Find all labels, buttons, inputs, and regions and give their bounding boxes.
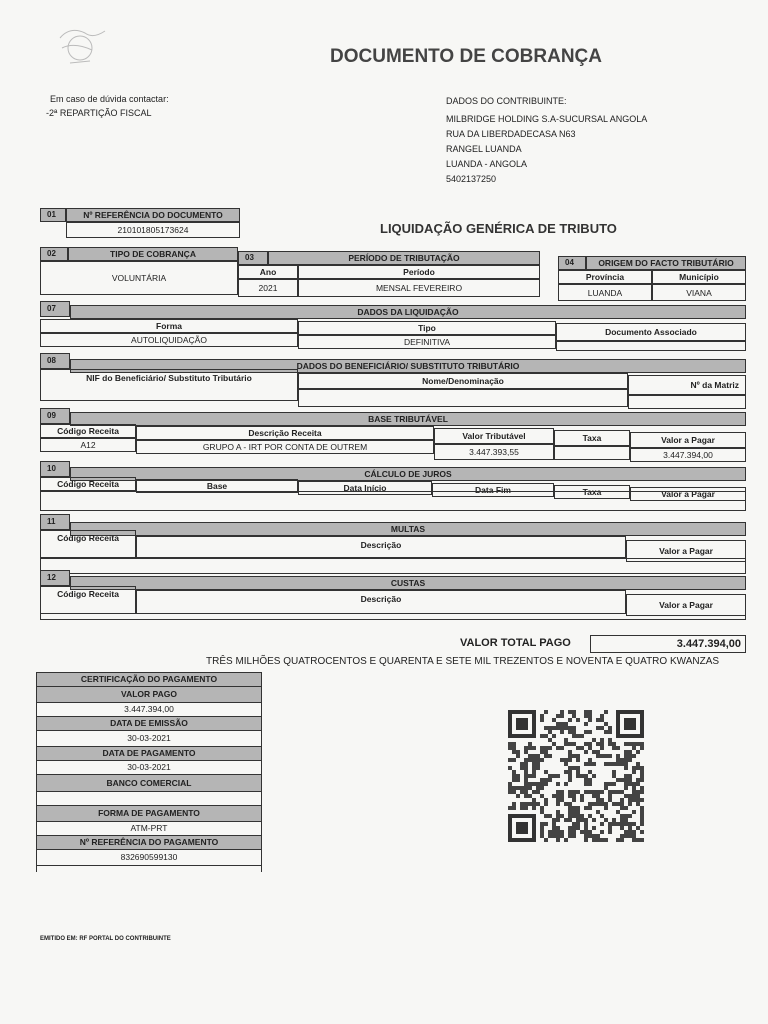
type-label: Tipo (298, 321, 556, 335)
tax-origin-label: ORIGEM DO FACTO TRIBUTÁRIO (586, 256, 746, 270)
col-revenue-code: Código Receita (40, 424, 136, 438)
subtitle: LIQUIDAÇÃO GENÉRICA DE TRIBUTO (380, 221, 617, 236)
total-value: 3.447.394,00 (590, 635, 746, 653)
payment-reference-value: 832690599130 (37, 850, 261, 866)
province-label: Província (558, 270, 652, 284)
matrix-number-label: Nº da Matriz (628, 375, 746, 395)
taxpayer-line: LUANDA - ANGOLA (446, 159, 528, 169)
col-base: Base (136, 479, 298, 493)
emblem-logo (50, 18, 120, 73)
rate-value (554, 446, 630, 460)
associated-doc-value (556, 341, 746, 351)
bank-blank (37, 792, 261, 806)
payment-certification (36, 672, 262, 872)
payment-reference-label: Nº REFERÊNCIA DO PAGAMENTO (37, 836, 261, 850)
year-label: Ano (238, 265, 298, 279)
period-value: MENSAL FEVEREIRO (298, 279, 540, 297)
contact-label: Em caso de dúvida contactar: (50, 94, 169, 104)
section-number: 01 (40, 208, 66, 222)
qr-code-icon (508, 710, 644, 842)
fines-label: MULTAS (70, 522, 746, 536)
section-number: 02 (40, 247, 68, 261)
qr-code (508, 710, 644, 842)
billing-type-value: VOLUNTÁRIA (40, 261, 238, 295)
billing-type-label: TIPO DE COBRANÇA (68, 247, 238, 261)
fines-row (40, 558, 746, 574)
taxpayer-line: MILBRIDGE HOLDING S.A-SUCURSAL ANGOLA (446, 114, 648, 124)
taxpayer-label: DADOS DO CONTRIBUINTE: (446, 96, 567, 106)
revenue-description-value: GRUPO A - IRT POR CONTA DE OUTREM (136, 440, 434, 454)
tax-period-label: PERÍODO DE TRIBUTAÇÃO (268, 251, 540, 265)
taxable-value: 3.447.393,55 (434, 444, 554, 460)
col-end-date: Data Fim (432, 483, 554, 497)
col-revenue-description: Descrição Receita (136, 426, 434, 440)
interest-row (40, 491, 746, 511)
col-revenue-code: Código Receita (40, 477, 136, 491)
issue-date-value: 30-03-2021 (37, 731, 261, 747)
total-in-words: TRÊS MILHÕES QUATROCENTOS E QUARENTA E SETE MIL TREZENTOS E NOVENTA E QUATRO KWANZAS (206, 656, 720, 667)
form-label: Forma (40, 319, 298, 333)
taxable-base-label: BASE TRIBUTÁVEL (70, 412, 746, 426)
total-label: VALOR TOTAL PAGO (460, 637, 571, 649)
section-number: 07 (40, 301, 70, 317)
section-number: 04 (558, 256, 586, 270)
associated-doc-label: Documento Associado (556, 323, 746, 341)
name-value (298, 389, 628, 407)
interest-calc-label: CÁLCULO DE JUROS (70, 467, 746, 481)
col-start-date: Data Início (298, 481, 432, 495)
revenue-code-value: A12 (40, 438, 136, 452)
costs-row (40, 614, 746, 620)
bank-name: BANCO COMERCIAL (37, 775, 261, 792)
certification-title: CERTIFICAÇÃO DO PAGAMENTO (37, 673, 261, 687)
costs-label: CUSTAS (70, 576, 746, 590)
doc-reference-value: 210101805173624 (66, 222, 240, 238)
footer-issued: EMITIDO EM: RF PORTAL DO CONTRIBUINTE (40, 936, 171, 942)
payment-date-label: DATA DE PAGAMENTO (37, 747, 261, 761)
contact-office: -2ª REPARTIÇÃO FISCAL (46, 108, 152, 118)
amount-paid-value: 3.447.394,00 (37, 703, 261, 717)
section-number: 08 (40, 353, 70, 369)
col-amount-due: Valor a Pagar (626, 594, 746, 616)
beneficiary-data-label: DADOS DO BENEFICIÁRIO/ SUBSTITUTO TRIBUTÁRIO (70, 359, 746, 373)
taxpayer-line: RANGEL LUANDA (446, 144, 522, 154)
type-value: DEFINITIVA (298, 335, 556, 349)
col-description: Descrição (136, 590, 626, 614)
col-amount-due: Valor a Pagar (626, 540, 746, 562)
nif-label: NIF do Beneficiário/ Substituto Tributário (40, 369, 298, 401)
section-number: 11 (40, 514, 70, 530)
taxpayer-line: 5402137250 (446, 174, 497, 184)
period-label: Período (298, 265, 540, 279)
payment-date-value: 30-03-2021 (37, 761, 261, 775)
page-title: DOCUMENTO DE COBRANÇA (330, 46, 602, 67)
col-amount-due: Valor a Pagar (630, 487, 746, 501)
section-number: 12 (40, 570, 70, 586)
payment-method-value: ATM-PRT (37, 822, 261, 836)
name-label: Nome/Denominação (298, 373, 628, 389)
municipality-label: Município (652, 270, 746, 284)
col-revenue-code: Código Receita (40, 586, 136, 614)
year-value: 2021 (238, 279, 298, 297)
section-number: 09 (40, 408, 70, 424)
province-value: LUANDA (558, 284, 652, 301)
section-number: 03 (238, 251, 268, 265)
form-value: AUTOLIQUIDAÇÃO (40, 333, 298, 347)
taxpayer-line: RUA DA LIBERDADECASA N63 (446, 129, 576, 139)
matrix-number-value (628, 395, 746, 409)
col-rate: Taxa (554, 430, 630, 446)
col-description: Descrição (136, 536, 626, 558)
payment-method-label: FORMA DE PAGAMENTO (37, 806, 261, 822)
amount-paid-label: VALOR PAGO (37, 687, 261, 703)
col-rate: Taxa (554, 485, 630, 499)
col-amount-due: Valor a Pagar (630, 432, 746, 448)
col-revenue-code: Código Receita (40, 530, 136, 558)
amount-due-value: 3.447.394,00 (630, 448, 746, 462)
section-number: 10 (40, 461, 70, 477)
col-taxable-value: Valor Tributável (434, 428, 554, 444)
liquidation-data-label: DADOS DA LIQUIDAÇÃO (70, 305, 746, 319)
emblem-icon (50, 18, 120, 73)
municipality-value: VIANA (652, 284, 746, 301)
doc-reference-label: Nº REFERÊNCIA DO DOCUMENTO (66, 208, 240, 222)
issue-date-label: DATA DE EMISSÃO (37, 717, 261, 731)
